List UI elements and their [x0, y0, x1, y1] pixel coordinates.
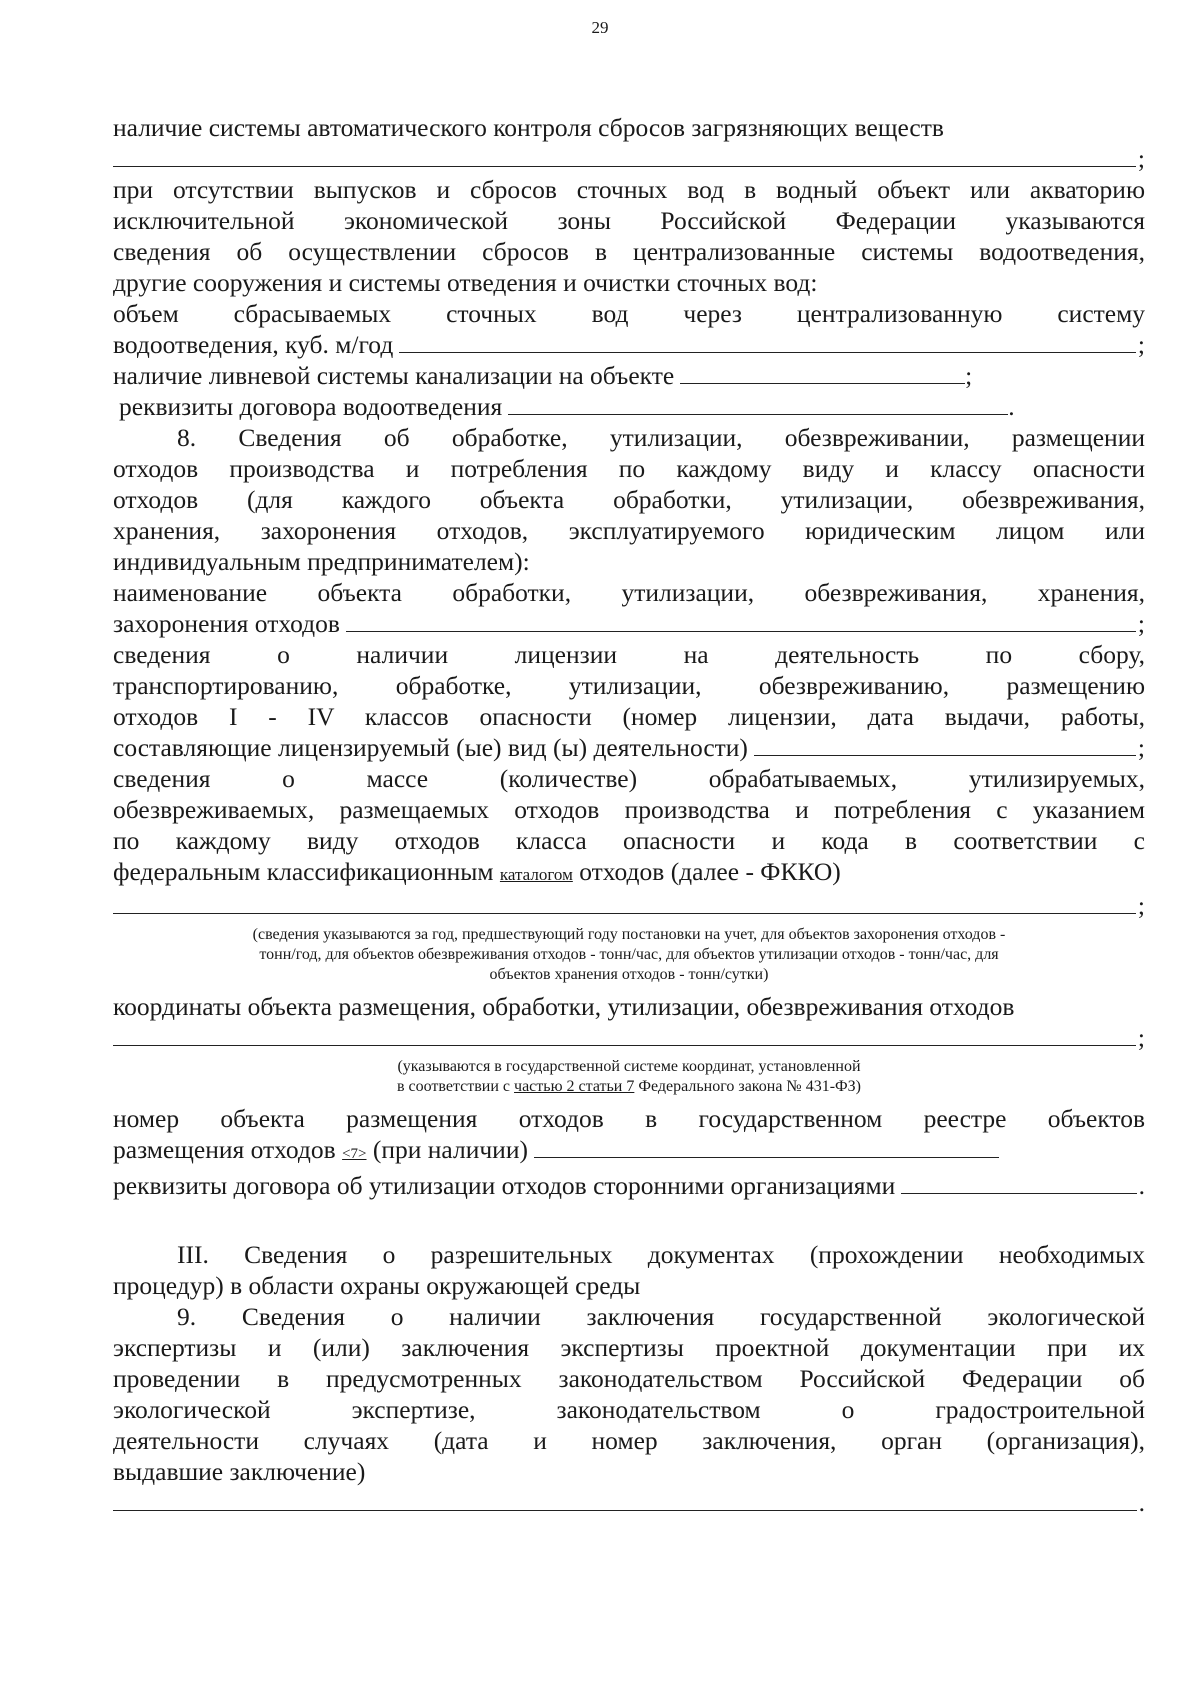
registry-field[interactable]	[534, 1134, 999, 1158]
conclusion-field-line	[113, 1487, 1145, 1518]
fkko-catalog-link[interactable]: каталогом	[499, 865, 573, 884]
license-field[interactable]	[754, 732, 1136, 756]
volume-field[interactable]	[399, 329, 1136, 353]
volume-line-2	[113, 329, 1145, 360]
third-party-label: реквизиты договора об утилизации отходов сторонними организациями	[113, 1171, 896, 1200]
mass-note	[113, 925, 1145, 985]
mass-note-line-3: объектов хранения отходов - тонн/сутки)	[489, 966, 769, 983]
facility-name-line-1: наименование объекта обработки, утилизации, обезвреживания, хранения,	[113, 578, 1145, 607]
mass-line-1: сведения о массе (количестве) обрабатываемых, утилизируемых,	[113, 764, 1145, 793]
mass-note-line-2: тонн/год, для объектов обезвреживания отходов - тонн/час, для объектов утилизации отходов - тонн/час, для	[259, 946, 999, 963]
semicolon: ;	[1137, 609, 1145, 638]
page-number: 29	[591, 18, 609, 37]
storm-sewer-field[interactable]	[680, 360, 965, 384]
license-line-1: сведения о наличии лицензии на деятельность по сбору,	[113, 640, 1145, 669]
section-3-line-1: III. Сведения о разрешительных документах (прохождении необходимых	[177, 1240, 1145, 1269]
period: .	[1008, 392, 1015, 421]
coords-note-2b: Федерального закона № 431-ФЗ)	[638, 1078, 862, 1095]
registry-label-a: размещения отходов	[113, 1135, 336, 1164]
section-9-line-6: выдавшие заключение)	[113, 1457, 366, 1486]
section-9-line-5: деятельности случаях (дата и номер заключения, орган (организация),	[113, 1426, 1145, 1455]
facility-name-label: захоронения отходов	[113, 609, 340, 638]
mass-line-4b: отходов (далее - ФККО)	[579, 857, 841, 886]
license-line-3: отходов I - IV классов опасности (номер лицензии, дата выдачи, работы,	[113, 702, 1145, 731]
no-discharge-line-2: исключительной экономической зоны Российской Федерации указываются	[113, 206, 1145, 235]
coords-field-line	[113, 1022, 1145, 1053]
section-8-line-4: хранения, захоронения отходов, эксплуатируемого юридическим лицом или	[113, 516, 1145, 545]
mass-line-3: по каждому виду отходов класса опасности и кода в соответствии с	[113, 826, 1145, 855]
mass-field-line	[113, 890, 1145, 921]
third-party-line	[113, 1170, 1145, 1201]
facility-name-line-2	[113, 608, 1145, 639]
no-discharge-line-4: другие сооружения и системы отведения и очистки сточных вод:	[113, 268, 818, 297]
license-line-4	[113, 732, 1145, 763]
section-3-line-2: процедур) в области охраны окружающей среды	[113, 1271, 641, 1300]
auto-control-field[interactable]	[113, 143, 1136, 167]
storm-sewer-label: наличие ливневой системы канализации на объекте	[113, 361, 675, 390]
semicolon: ;	[1137, 1023, 1145, 1052]
section-9-line-4: экологической экспертизе, законодательством о градостроительной	[113, 1395, 1145, 1424]
coords-note-line-1: (указываются в государственной системе координат, установленной	[397, 1058, 861, 1075]
registry-line-2	[113, 1134, 1145, 1170]
semicolon: ;	[1137, 891, 1145, 920]
period: .	[1138, 1171, 1145, 1200]
coords-note-line-2	[113, 1077, 1145, 1097]
storm-sewer-line	[113, 360, 1145, 391]
coords-note-2a: в соответствии с	[396, 1078, 511, 1095]
coords-note	[113, 1057, 1145, 1097]
no-discharge-line-3: сведения об осуществлении сбросов в централизованные системы водоотведения,	[113, 237, 1145, 266]
semicolon: ;	[1137, 733, 1145, 762]
third-party-field[interactable]	[901, 1170, 1136, 1194]
drainage-contract-label: реквизиты договора водоотведения	[119, 392, 503, 421]
volume-label: водоотведения, куб. м/год	[113, 330, 394, 359]
coords-line: координаты объекта размещения, обработки, утилизации, обезвреживания отходов	[113, 992, 1015, 1021]
registry-label-b: (при наличии)	[372, 1135, 528, 1164]
drainage-contract-line	[113, 391, 1145, 422]
section-9-line-2: экспертизы и (или) заключения экспертизы проектной документации при их	[113, 1333, 1145, 1362]
auto-control-line: наличие системы автоматического контроля сбросов загрязняющих веществ	[113, 113, 944, 142]
semicolon: ;	[1137, 144, 1145, 173]
section-9-line-1: 9. Сведения о наличии заключения государственной экологической	[177, 1302, 1145, 1331]
registry-line-1: номер объекта размещения отходов в государственном реестре объектов	[113, 1104, 1145, 1133]
law-article-link[interactable]: частью 2 статьи 7	[514, 1078, 635, 1095]
section-8-line-2: отходов производства и потребления по каждому виду и классу опасности	[113, 454, 1145, 483]
semicolon: ;	[965, 361, 973, 390]
semicolon: ;	[1137, 330, 1145, 359]
mass-field[interactable]	[113, 890, 1136, 914]
no-discharge-line-1: при отсутствии выпусков и сбросов сточных вод в водный объект или акваторию	[113, 175, 1145, 204]
footnote-7-link[interactable]: <7>	[342, 1146, 367, 1162]
document-body	[113, 112, 1145, 1518]
mass-line-2: обезвреживаемых, размещаемых отходов производства и потребления с указанием	[113, 795, 1145, 824]
coords-field[interactable]	[113, 1022, 1136, 1046]
section-9-line-3: проведении в предусмотренных законодательством Российской Федерации об	[113, 1364, 1145, 1393]
mass-line-4a: федеральным классификационным	[113, 857, 494, 886]
mass-line-4	[113, 856, 1145, 890]
mass-note-line-1: (сведения указываются за год, предшествующий году постановки на учет, для объектов захоронения отходов -	[252, 926, 1006, 943]
conclusion-field[interactable]	[113, 1487, 1137, 1511]
volume-line-1: объем сбрасываемых сточных вод через централизованную систему	[113, 299, 1145, 328]
section-8-line-3: отходов (для каждого объекта обработки, утилизации, обезвреживания,	[113, 485, 1145, 514]
facility-name-field[interactable]	[346, 608, 1136, 632]
section-8-line-1: 8. Сведения об обработке, утилизации, обезвреживании, размещении	[177, 423, 1145, 452]
license-label: составляющие лицензируемый (ые) вид (ы) деятельности)	[113, 733, 748, 762]
period: .	[1138, 1488, 1145, 1517]
license-line-2: транспортированию, обработке, утилизации, обезвреживанию, размещению	[113, 671, 1145, 700]
drainage-contract-field[interactable]	[508, 391, 1008, 415]
section-8-line-5: индивидуальным предпринимателем):	[113, 547, 530, 576]
auto-control-field-line	[113, 143, 1145, 174]
